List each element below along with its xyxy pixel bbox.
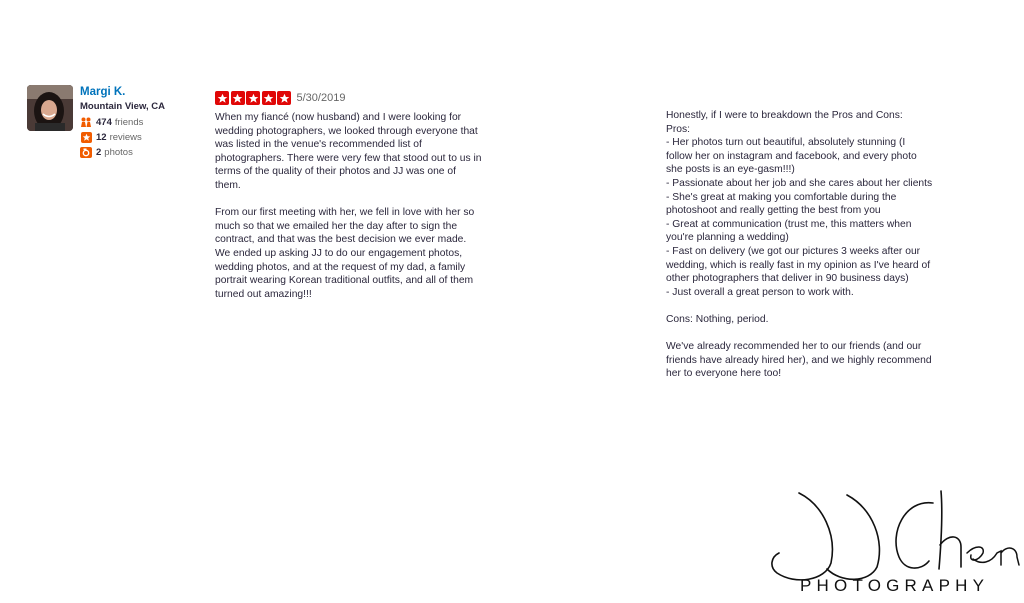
reviews-count: 12 (96, 132, 107, 143)
avatar[interactable] (27, 85, 73, 131)
star-rating (215, 91, 293, 105)
user-info (80, 86, 165, 160)
friends-label: friends (114, 117, 144, 128)
star-icon (231, 91, 245, 105)
avatar-photo (27, 85, 73, 131)
photos-label: photos (104, 147, 133, 158)
star-icon (277, 91, 291, 105)
star-icon (262, 91, 276, 105)
reviews-label: reviews (109, 132, 142, 143)
review-star-icon (80, 132, 92, 143)
friends-stat (80, 115, 165, 130)
reviews-stat (80, 130, 165, 145)
review-text-column-1: When my fiancé (now husband) and I were looking for wedding photographers, we looked through everyone that was listed in the venue's recommended list of photographers. There were very few that stood out to us in terms of the quality of their photos and JJ was one of them. From our first meeting with her, we fell in love with her so much so that we emailed her the day after to sign the contract, and that was the best decision we ever made. We ended up asking JJ to do our engagement photos, wedding photos, and at the request of my dad, a family portrait wearing Korean traditional outfits, and all of them turned out amazing!!! (215, 112, 482, 300)
user-name-link[interactable]: Margi K. (80, 86, 126, 98)
star-icon (246, 91, 260, 105)
user-location: Mountain View, CA (80, 101, 165, 112)
camera-icon (80, 147, 92, 158)
logo-subtitle: PHOTOGRAPHY (800, 576, 990, 595)
photos-stat (80, 145, 165, 160)
review-text-column-2: Honestly, if I were to breakdown the Pros and Cons: Pros: - Her photos turn out beautiful, absolutely stunning (I follow her on instagram and facebook, and every photo she posts is an eye-gasm!!!) - Passionate about her job and she cares about her clients - She's great at making you comfortable during the photoshoot and really getting the best from you - Great at communication (trust me, this matters when you're planning a wedding) - Fast on delivery (we got our pictures 3 weeks after our wedding, which is really fast in my opinion as I've heard of other photographers that deliver in 90 business days) - Just overall a great person to work with. Cons: Nothing, period. We've already recommended her to our friends (and our friends have already hired her), and we highly recommend her to everyone here too! (666, 110, 933, 380)
friends-icon (80, 117, 92, 128)
friends-count: 474 (96, 117, 112, 128)
review-date: 5/30/2019 (296, 92, 346, 104)
photos-count: 2 (96, 147, 102, 158)
star-icon (215, 91, 229, 105)
rating-row (215, 91, 345, 105)
